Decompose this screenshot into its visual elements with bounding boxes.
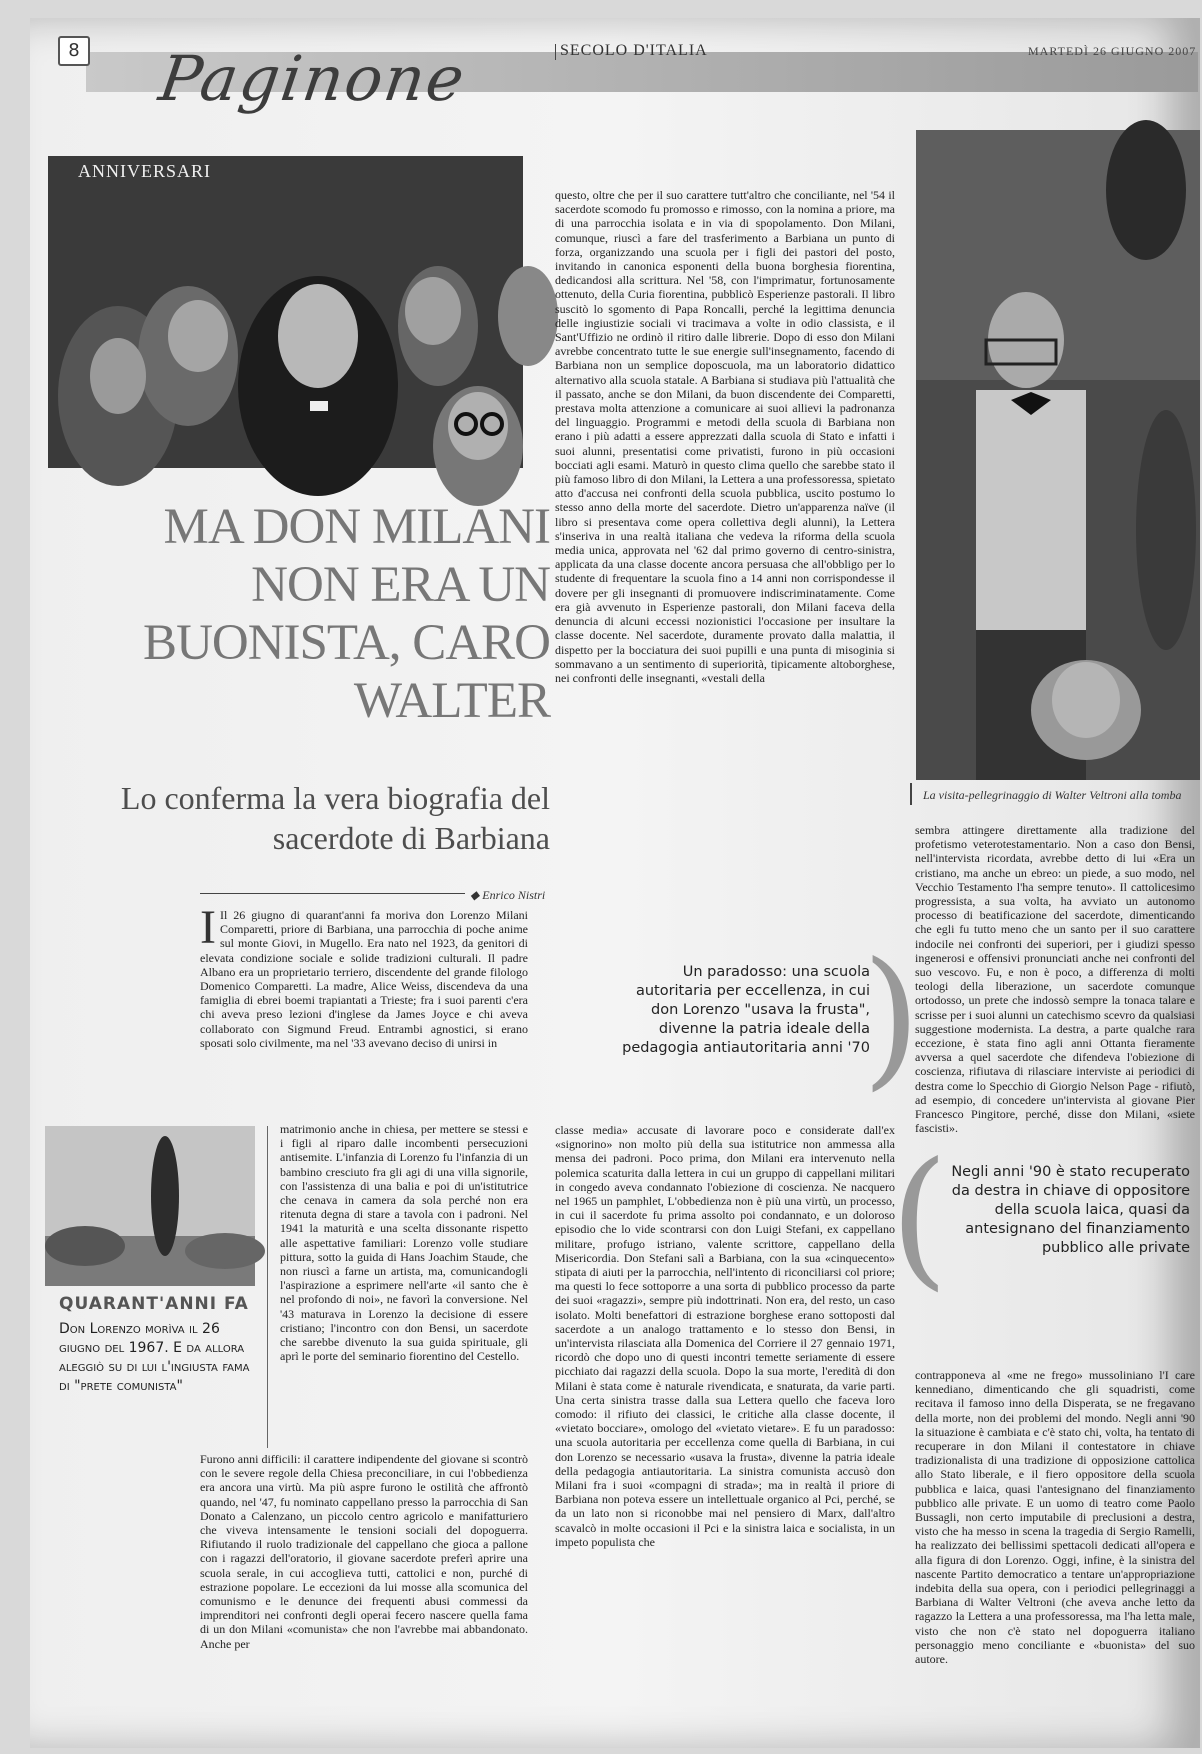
- newspaper-page: [30, 18, 1200, 1748]
- headline: MA DON MILANI NON ERA UN BUONISTA, CARO WALTER: [143, 499, 550, 729]
- sidebox-text: Don Lorenzo morìva il 26 giugno del 1967. E da allora aleggiò su di lui l'ingiusta fama di "prete comunista": [59, 1321, 250, 1394]
- article-column-1-bottom: [200, 1452, 528, 1742]
- photo-veltroni-visit-image: [916, 130, 1200, 780]
- article-text-2: matrimonio anche in chiesa, per mettere se stessi e i figli al riparo dalle incombenti persecuzioni antisemite. L'infanzia di Lorenzo fu l'infanzia di un bambino cresciuto fra gli agi di una villa signorile, con l'assistenza di una balia e poi di un'istitutrice che cenava in camera da sola perché non era ritenuta degna di stare a tavola con i padroni. Nel 1941 la maturità e una scelta dissonante rispetto alle aspettative familiari: Lorenzo volle studiare pittura, sotto la guida di Hans Joachim Staude, che non riuscì a farne un artista, ma, comunicandogli l'aspirazione a esprimere nell'arte «il santo che è nel profondo di noi», ne favorì la conversione. Nel '43 maturava in Lorenzo la decisione di essere cristiano; l'incontro con don Bensi, un sacerdote che sarebbe divenuto la sua guida spirituale, gli aprì le porte del seminario fiorentino del Cestello.: [280, 1122, 528, 1364]
- article-column-1-top: [200, 901, 528, 1118]
- article-text-5: classe media» accusate di lavorare poco e considerate dall'ex «signorino» non molto più della sua istitutrice non ammessa alla mensa dei padroni. Poco prima, don Milani era intervenuto nella polemica scaturita dalla lettera in cui un gruppo di cappellani militari in congedo aveva condannato l'obiezione di coscienza. Ne nacquero nel 1965 un pamphlet, L'obbedienza non è più una virtù, un processo, in cui il sacerdote fu prima assolto poi condannato, e un doloroso episodio che lo vide scontrarsi con don Luigi Stefani, ex cappellano militare, profugo istriano, valente scrittore, cappellano della Misericordia. Don Stefani salì a Barbiana, con la sua «cinquecento» stipata di aiuti per la parrocchia, nell'intento di riconciliarsi col priore; ma questi lo fece sottoporre a una sorta di pubblico processo da parte dei suoi «ragazzi», sempre più indottrinati. Non era, del resto, un caso isolato. Molti benefattori di estrazione borghese erano sottoposti dal sacerdote a un analogo trattamento e lo stesso don Bensi, in un'intervista rilasciata alla Domenica del Corriere il 27 gennaio 1971, ricordò che dopo uno di questi incontri temette seriamente di essere picchiato dai ragazzi della scuola. Dopo la sua morte, l'eredità di don Milani è stata come è naturale rivendicata, e snaturata, da varie parti. Una certa sinistra trasse dalla sua Lettera quello che faceva loro comodo: il rifiuto dei classici, le critiche alla classe docente, il «vietato bocciare», omologo del «vietato vietare». E fu un paradosso: una scuola autoritaria per eccellenza come quella di Barbiana, in cui don Lorenzo se necessario «usava la frusta», divenne la patria ideale della pedagogia antiautoritaria. La sinistra comunista accusò don Milani fra i suoi «compagni di strada»; ma in realtà il priore di Barbiana non poteva essere un intellettuale organico al Pci, perché, se da un lato non si riconobbe mai nel pensiero di Marx, dall'altro scavalcò in molte occasioni il Pci e la sinistra laica e socialista, in un impeto populista che: [555, 1123, 895, 1549]
- article-text-7: contrapponeva al «me ne frego» mussoliniano l'I care kennediano, dimenticando che gli squadristi, come recitava il famoso inno della Disperata, se ne fregavano della morte, non dei problemi del mondo. Negli anni '90 la situazione è cambiata e c'è stato chi, volta, ha tentato di recuperare in don Milani il contestatore in chiave tradizionalista di una tradizione di opposizione cattolica allo Stato liberale, e il fiero oppositore della scuola pubblica e laica, quasi l'antesignano del finanziamento pubblico alle private. E un uomo di teatro come Paolo Bussagli, non certo imputabile di preclusioni a destra, visto che ha messo in scena la tragedia di Sergio Ramelli, ha realizzato dei bellissimi spettacoli dedicati all'opera e alla figura di don Lorenzo. Oggi, infine, è la sinistra del nascente Partito democratico a tentare un'appropriazione indebita della sua opera, con i periodici pellegrinaggi a Barbiana di Walter Veltroni (che aveva anche letto da ragazzo la Lettera a una professoressa, ma l'ha letta male, visto che non c'è stato nel dopoguerra italiano personaggio meno conciliante e «buonista» del suo autore.: [915, 1368, 1195, 1667]
- kicker-anniversari: ANNIVERSARI: [78, 161, 212, 181]
- byline-rule: [200, 893, 465, 894]
- article-text-6: sembra attingere direttamente alla tradizione del profetismo veterotestamentario. Non a caso don Bensi, nell'intervista ricordata, avrebbe detto di lui «Era un cristiano, ma anche un ebreo: un piede, a suo modo, nel Vecchio Testamento l'ha sempre tenuto». Il cattolicesimo progressista, a sua volta, ha avviato un autonomo processo di beatificazione del sacerdote, dimenticando che egli fu tutto meno che un santo per il suo carattere indocile nei confronti dei superiori, per i giudizi spesso ingenerosi e offensivi pronunciati anche nei confronti del suo vescovo. Fu, e non è poco, a differenza di molti teologi della liberazione, un sacerdote comunque ortodosso, un prete che indossò sempre la tonaca talare e scrisse per i suoi alunni un catechismo scevro da qualsiasi suggestione modernista. La destra, a parte qualche rara eccezione, è stata fino agli anni Ottanta fieramente avversa a quel sacerdote che difendeva l'obiezione di coscienza, rifiutava di rilasciare interviste ai periodici di destra come lo Specchio di Giorgio Nelson Page - rifiutò, ad esempio, di concedere un'intervista al giovane Pier Francesco Pingitore, perché, disse don Milani, «siete fascisti».: [915, 823, 1195, 1136]
- byline-author: Enrico Nistri: [482, 888, 546, 902]
- article-column-1-middle: [280, 1122, 528, 1448]
- photo-milani-with-children: [48, 156, 523, 468]
- byline: ◆ Enrico Nistri: [470, 888, 546, 902]
- pullquote-1: Un paradosso: una scuola autoritaria per eccellenza, in cui don Lorenzo "usava la frusta", divenne la patria ideale della pedagogia antiautoritaria anni '70: [622, 964, 870, 1056]
- sidebox-title: QUARANT'ANNI FA: [59, 1294, 249, 1314]
- drop-cap: I: [200, 901, 216, 954]
- pullquote-2-bracket: (: [890, 1131, 949, 1305]
- photo-cypress-landscape: [45, 1126, 255, 1286]
- page-number: 8: [58, 36, 90, 66]
- caption-rule: [910, 783, 912, 805]
- article-text-1: Il 26 giugno di quarant'anni fa moriva don Lorenzo Milani Comparetti, priore di Barbiana, una parrocchia di poche anime sul monte Giovi, in Mugello. Era nato nel 1923, da genitori di elevata condizione sociale e solide tradizioni culturali. Il padre Albano era un proprietario terriero, discendente del grande filologo Domenico Comparetti. La madre, Alice Weiss, discendeva da una famiglia di ebrei boemi trapiantati a Trieste; fra i suoi parenti c'era chi aveva preso lezioni d'inglese da James Joyce e chi aveva collaborato con Sigmund Freud. Entrambi agnostici, si erano sposati solo civilmente, ma nel '33 avevano deciso di unirsi in: [200, 908, 528, 1050]
- issue-date: MARTEDÌ 26 GIUGNO 2007: [1028, 44, 1197, 58]
- section-title: Paginone: [154, 42, 471, 115]
- photo-milani-with-children-image: [48, 156, 523, 468]
- sidebox: [45, 1126, 268, 1448]
- masthead: SECOLO D'ITALIA: [560, 42, 708, 59]
- article-text-4: questo, oltre che per il suo carattere tutt'altro che conciliante, nel '54 il sacerdote scomodo fu promosso e rimosso, con la nomina a priore, ma di una parrocchia isolata e in via di spopolamento. Don Milani, comunque, riuscì a fare del trasferimento a Barbiana un punto di forza, organizzando una scuola per i figli dei pastori del posto, invitando in canonica esponenti della buona borghesia fiorentina, dedicandosi alla scrittura. Nel '58, con l'imprimatur, fortunosamente ottenuto, della Curia fiorentina, pubblicò Esperienze pastorali. Il libro suscitò lo sgomento di Papa Roncalli, perché la legittima denuncia delle ingiustizie sociali vi tracimava a volte in odio classista, e il Sant'Uffizio ne ordinò il ritiro dalle librerie. Dopo di esso don Milani avrebbe concentrato tutte le sue energie sull'insegnamento, facendo di Barbiana non un semplice doposcuola, ma un laboratorio didattico alternativo alla scuola statale. A Barbiana si studiava più l'attualità che il passato, anche se don Milani, da buon discendente dei Comparetti, prestava molta attenzione a comunicare ai suoi allievi la padronanza del linguaggio. Programmi e metodi della scuola di Barbiana non erano i più adatti a essere apprezzati dalla scuola di Stato e infatti i suoi alunni, presentatisi come privatisti, furono in più occasioni bocciati agli esami. Maturò in questo clima quello che sarebbe stato il più famoso libro di don Milani, la Lettera a una professoressa, spietato atto d'accusa nei confronti della scuola pubblica, uscito postumo lo stesso anno della morte del sacerdote. Dietro un'apparenza naïve (il libro si presentava come opera collettiva degli alunni), la Lettera s'inseriva in una realtà italiana che vedeva la riforma della scuola media unica, approvata nel '62 dal primo governo di centro-sinistra, applicata da una classe docente ancora persuasa che all'obbligo per lo studente di frequentare la scuola fino a 14 anni non corrispondesse il dovere per gli insegnanti di promuovere indiscriminatamente. Come era già avvenuto in Esperienze pastorali, don Milani faceva della denuncia di alcuni eccessi nozionistici l'occasione per insultare la classe docente. Nel sacerdote, duramente provato dalla malattia, il dispetto per la bocciatura dei suoi pupilli e una punta di misoginia si sommavano a un sentimento di superiorità, tipicamente altoborghese, nei confronti delle insegnanti, «vestali della: [555, 188, 895, 685]
- subheadline: Lo conferma la vera biografia del sacerdote di Barbiana: [120, 780, 550, 856]
- photo-veltroni-visit: [916, 130, 1200, 780]
- article-column-2-bottom: [555, 1123, 895, 1743]
- masthead-divider: [555, 44, 556, 60]
- photo-caption: La visita-pellegrinaggio di Walter Veltroni alla tomba: [923, 788, 1182, 802]
- article-column-2-top: [555, 188, 895, 928]
- article-column-3-middle: [915, 823, 1195, 1136]
- article-column-3-bottom: [915, 1368, 1195, 1743]
- pullquote-2: Negli anni '90 è stato recuperato da destra in chiave di oppositore della scuola laica, quasi da antesignano del finanziamento pubblico alle private: [951, 1164, 1190, 1256]
- pullquote-1-bracket: ): [862, 931, 921, 1105]
- photo-cypress-landscape-image: [45, 1126, 255, 1286]
- article-text-3: Furono anni difficili: il carattere indipendente del giovane si scontrò con le severe regole della Chiesa preconciliare, in cui l'obbedienza era ancora una virtù. Ma più aspre furono le ostilità che affrontò quando, nel '47, fu nominato cappellano presso la parrocchia di San Donato a Calenzano, un piccolo centro agricolo e manifatturiero che viveva intensamente le tensioni sociali del dopoguerra. Rifiutando il ruolo tradizionale del cappellano che gioca a pallone con i ragazzi dell'oratorio, il giovane sacerdote preferì aprire una scuola serale, in cui accoglieva tutti, cattolici e non, purché di estrazione popolare. Le eccezioni da lui mosse alla scomunica del comunismo e le denunce dei frequenti abusi commessi da imprenditori nei confronti degli operai fecero nascere quella fama di un don Milani «comunista» che non l'avrebbe mai abbandonato. Anche per: [200, 1452, 528, 1651]
